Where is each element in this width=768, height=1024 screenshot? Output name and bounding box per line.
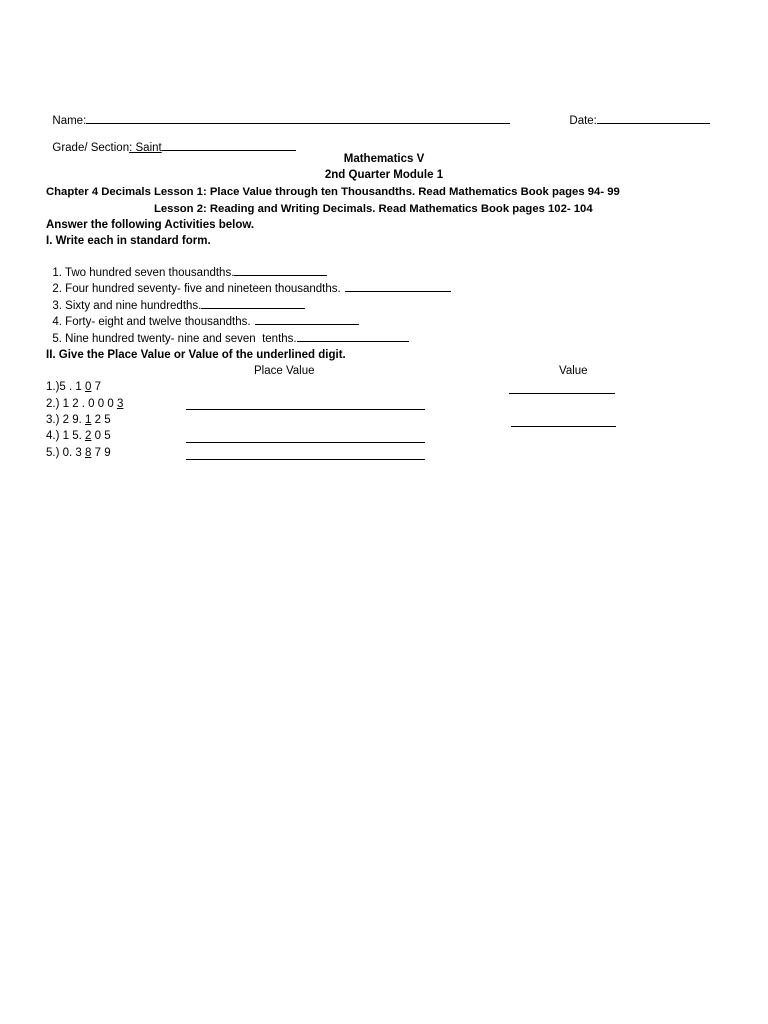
title-subject: Mathematics V — [343, 153, 425, 165]
part1-item-1-text: 1. Two hundred seven thousandths. — [52, 267, 235, 279]
part2-item-1-underlined: 0 — [85, 381, 92, 393]
part2-item-4-underlined: 2 — [85, 430, 92, 442]
part2-item-4-pre: 4.) 1 5. — [46, 430, 85, 442]
date-line — [563, 98, 710, 128]
grade-value: : Saint — [129, 142, 162, 154]
title-module: 2nd Quarter Module 1 — [324, 169, 444, 181]
part2-item-2-pre: 2.) 1 2 . 0 0 0 — [46, 398, 117, 410]
part2-item-1-pre: 1.)5 . 1 — [46, 381, 85, 393]
part1-item-4-text: 4. Forty- eight and twelve thousandths. — [52, 316, 251, 328]
part1-answer-5[interactable] — [297, 330, 409, 342]
part2-item-3-post: 2 5 — [91, 414, 111, 426]
part2-item-3-pre: 3.) 2 9. — [46, 414, 85, 426]
part2-item-3 — [46, 413, 111, 427]
part2-item-3-underlined: 1 — [85, 414, 92, 426]
instructions: Answer the following Activities below. — [46, 219, 255, 231]
part2-item-4 — [46, 429, 111, 443]
part1-item-3-text: 3. Sixty and nine hundredths. — [52, 300, 202, 312]
part2-place-answer-2[interactable] — [186, 409, 425, 410]
part2-place-answer-5[interactable] — [186, 459, 425, 460]
part2-value-answer-3[interactable] — [511, 426, 616, 427]
grade-field[interactable] — [162, 139, 296, 151]
title-lesson1: Chapter 4 Decimals Lesson 1: Place Value through ten Thousandths. Read Mathematics Book pages 94- 99 — [46, 186, 620, 198]
part2-item-5-underlined: 8 — [85, 447, 92, 459]
col-place-value: Place Value — [254, 365, 315, 377]
part1-answer-2[interactable] — [345, 280, 451, 292]
part2-item-2 — [46, 397, 123, 411]
grade-label: Grade/ Section — [52, 142, 130, 154]
part1-item-5 — [46, 316, 409, 346]
part2-value-answer-1[interactable] — [509, 393, 615, 394]
title-lesson2: Lesson 2: Reading and Writing Decimals. Read Mathematics Book pages 102- 104 — [154, 203, 593, 215]
part1-heading: I. Write each in standard form. — [46, 235, 211, 247]
part2-item-4-post: 0 5 — [91, 430, 111, 442]
grade-line — [46, 125, 296, 155]
part1-item-2-text: 2. Four hundred seventy- five and nineteen thousandths. — [52, 283, 341, 295]
date-label: Date: — [569, 115, 597, 127]
part2-item-5-post: 7 9 — [91, 447, 111, 459]
part1-item-5-text: 5. Nine hundred twenty- nine and seven tenths. — [52, 333, 297, 345]
part2-item-1 — [46, 380, 101, 394]
part2-item-2-underlined: 3 — [116, 398, 124, 410]
part2-item-1-post: 7 — [91, 381, 101, 393]
part2-heading: II. Give the Place Value or Value of the underlined digit. — [46, 349, 346, 361]
part2-item-5 — [46, 446, 111, 460]
date-field[interactable] — [597, 112, 710, 124]
name-line — [46, 98, 510, 128]
part2-place-answer-4[interactable] — [186, 442, 425, 443]
part2-item-5-pre: 5.) 0. 3 — [46, 447, 85, 459]
name-label: Name: — [52, 115, 87, 127]
name-field[interactable] — [86, 112, 510, 124]
col-value: Value — [559, 365, 588, 377]
